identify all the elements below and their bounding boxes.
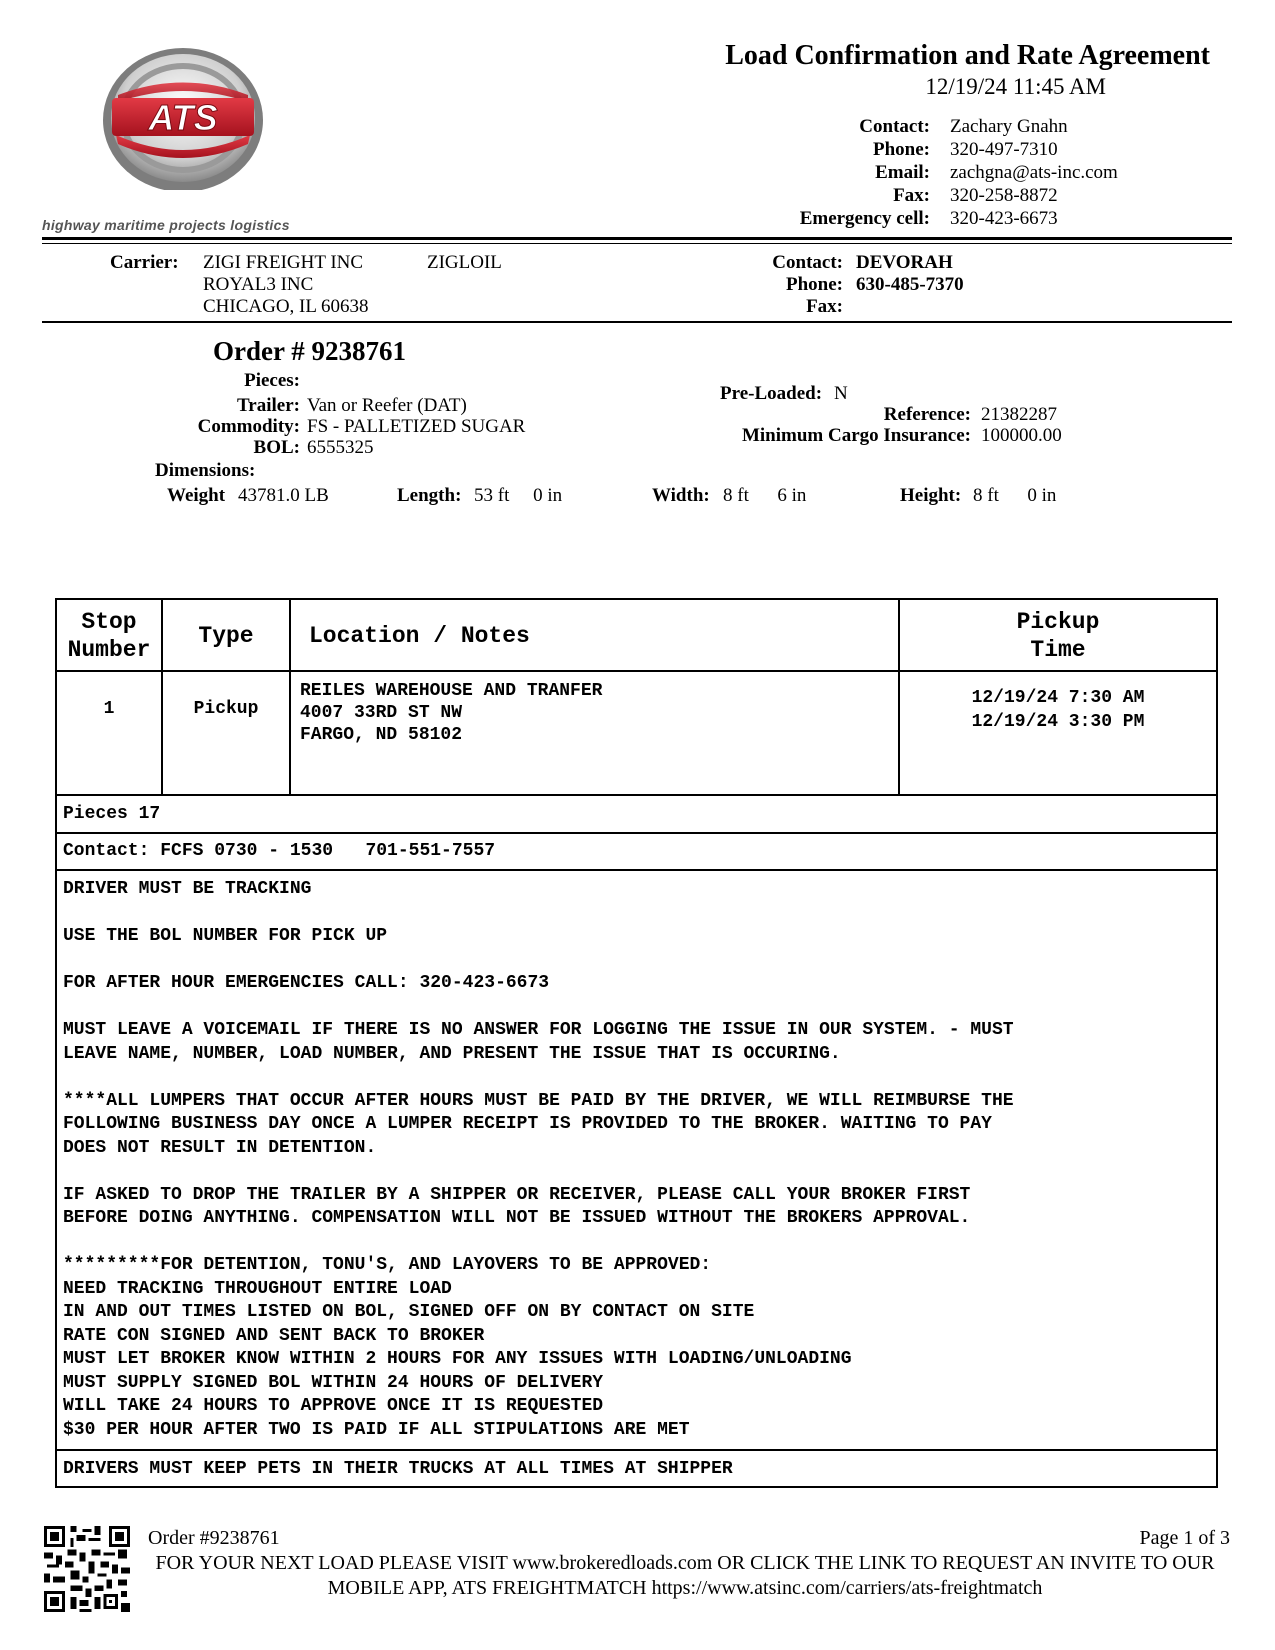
emergency-cell-label: Emergency cell: <box>799 208 930 229</box>
order-title: Order # 9238761 <box>213 336 406 366</box>
length-value: 53 ft 0 in <box>474 485 563 506</box>
pieces-label: Pieces: <box>244 370 300 391</box>
carrier-label: Carrier: <box>110 252 179 273</box>
footer-message[interactable]: FOR YOUR NEXT LOAD PLEASE VISIT www.brokeredloads.com OR CLICK THE LINK TO REQUEST AN INVITE TO OUR MOBILE APP, ATS FREIGHTMATCH https://www.atsinc.com/carriers/ats-freightmatch <box>155 1552 1215 1599</box>
stop-type: Pickup <box>193 699 259 719</box>
carrier-name: ZIGI FREIGHT INC <box>203 252 364 273</box>
height-value: 8 ft 0 in <box>973 485 1057 506</box>
stop-notes: DRIVER MUST BE TRACKING USE THE BOL NUMBER FOR PICK UP FOR AFTER HOUR EMERGENCIES CALL: 320-423-6673 MUST LEAVE A VOICEMAIL IF THERE IS NO ANSWER FOR LOGGING THE ISSUE IN OUR SYSTEM. - MUST LEAVE NAME, NUMBER, LOAD NUMBER, AND PRESENT THE ISSUE THAT IS OCCURING. ****ALL LUMPERS THAT OCCUR AFTER HOURS MUST BE PAID BY THE DRIVER, WE WILL REIMBURSE THE FOLLOWING BUSINESS DAY ONCE A LUMPER RECEIPT IS PROVIDED TO THE BROKER. WAITING TO PAY DOES NOT RESULT IN DETENTION. IF ASKED TO DROP THE TRAILER BY A SHIPPER OR RECEIVER, PLEASE CALL YOUR BROKER FIRST BEFORE DOING ANYTHING. COMPENSATION WILL NOT BE ISSUED WITHOUT THE BROKERS APPROVAL. *********FOR DETENTION, TONU'S, AND LAYOVERS TO BE APPROVED: NEED TRACKING THROUGHOUT ENTIRE LOAD IN AND OUT TIMES LISTED ON BOL, SIGNED OFF ON BY CONTACT ON SITE RATE CON SIGNED AND SENT BACK TO BROKER MUST LET BROKER KNOW WITHIN 2 HOURS FOR ANY ISSUES WITH LOADING/UNLOADING MUST SUPPLY SIGNED BOL WITHIN 24 HOURS OF DELIVERY WILL TAKE 24 HOURS TO APPROVE ONCE IT IS REQUESTED $30 PER HOUR AFTER TWO IS PAID IF ALL STIPULATIONS ARE MET <box>63 879 1014 1440</box>
carrier-address: CHICAGO, IL 60638 <box>203 296 369 317</box>
qr-code[interactable] <box>44 1526 130 1612</box>
row-divider <box>57 670 1216 672</box>
ats-logo-graphic <box>98 40 268 190</box>
document-datetime: 12/19/24 11:45 AM <box>925 74 1106 99</box>
width-label: Width: <box>652 485 710 506</box>
column-divider <box>289 600 291 796</box>
carrier-fax-label: Fax: <box>806 296 843 317</box>
carrier-code: ZIGLOIL <box>427 252 502 273</box>
stop-location: REILES WAREHOUSE AND TRANFER 4007 33RD ST NW FARGO, ND 58102 <box>300 681 603 745</box>
logo-tagline: highway maritime projects logistics <box>42 217 290 233</box>
footer-order-number: Order #9238761 <box>148 1527 280 1549</box>
emergency-cell-value: 320-423-6673 <box>950 208 1058 229</box>
carrier-contact-value: DEVORAH <box>856 252 953 273</box>
preloaded-value: N <box>834 383 848 404</box>
bol-label: BOL: <box>253 437 300 458</box>
divider <box>42 243 1232 244</box>
weight-value: 43781.0 LB <box>238 485 329 506</box>
contact-label: Contact: <box>859 116 930 137</box>
carrier-line2: ROYAL3 INC <box>203 274 314 295</box>
header-stop-number: Stop Number <box>67 609 151 663</box>
pickup-time: 12/19/24 7:30 AM 12/19/24 3:30 PM <box>971 688 1145 732</box>
email-value[interactable]: zachgna@ats-inc.com <box>950 162 1118 183</box>
bol-value: 6555325 <box>307 437 374 458</box>
trailer-label: Trailer: <box>237 395 300 416</box>
page-number: Page 1 of 3 <box>1139 1527 1230 1549</box>
trailer-value: Van or Reefer (DAT) <box>307 395 467 416</box>
fax-label: Fax: <box>893 185 930 206</box>
stop-number: 1 <box>103 699 115 719</box>
phone-label: Phone: <box>873 139 930 160</box>
row-divider <box>57 1449 1216 1451</box>
email-label: Email: <box>875 162 930 183</box>
width-value: 8 ft 6 in <box>723 485 807 506</box>
pets-note: DRIVERS MUST KEEP PETS IN THEIR TRUCKS AT ALL TIMES AT SHIPPER <box>63 1459 733 1479</box>
divider <box>42 321 1232 323</box>
length-label: Length: <box>397 485 462 506</box>
header-type: Type <box>198 623 254 649</box>
logo-text: ATS <box>148 97 218 138</box>
site-contact-row: Contact: FCFS 0730 - 1530 701-551-7557 <box>63 841 496 861</box>
commodity-label: Commodity: <box>197 416 300 437</box>
height-label: Height: <box>900 485 962 506</box>
divider <box>42 237 1232 240</box>
fax-value: 320-258-8872 <box>950 185 1058 206</box>
insurance-label: Minimum Cargo Insurance: <box>741 425 971 446</box>
header-pickup-time: Pickup Time <box>1016 609 1100 663</box>
weight-label: Weight <box>167 485 226 506</box>
reference-value: 21382287 <box>981 404 1057 425</box>
insurance-value: 100000.00 <box>981 425 1062 446</box>
stop-table <box>55 598 1218 1488</box>
commodity-value: FS - PALLETIZED SUGAR <box>307 416 526 437</box>
header-location-notes: Location / Notes <box>309 623 530 649</box>
row-divider <box>57 832 1216 834</box>
contact-value: Zachary Gnahn <box>950 116 1068 137</box>
row-divider <box>57 869 1216 871</box>
ats-logo <box>98 40 268 190</box>
preloaded-label: Pre-Loaded: <box>720 383 823 404</box>
pieces-row: Pieces 17 <box>63 804 161 824</box>
carrier-phone-value: 630-485-7370 <box>856 274 964 295</box>
dimensions-label: Dimensions: <box>155 460 256 481</box>
row-divider <box>57 794 1216 796</box>
reference-label: Reference: <box>883 404 971 425</box>
phone-value: 320-497-7310 <box>950 139 1058 160</box>
carrier-phone-label: Phone: <box>786 274 843 295</box>
carrier-contact-label: Contact: <box>772 252 843 273</box>
qr-code-graphic <box>44 1526 130 1612</box>
page-title: Load Confirmation and Rate Agreement <box>725 40 1210 71</box>
